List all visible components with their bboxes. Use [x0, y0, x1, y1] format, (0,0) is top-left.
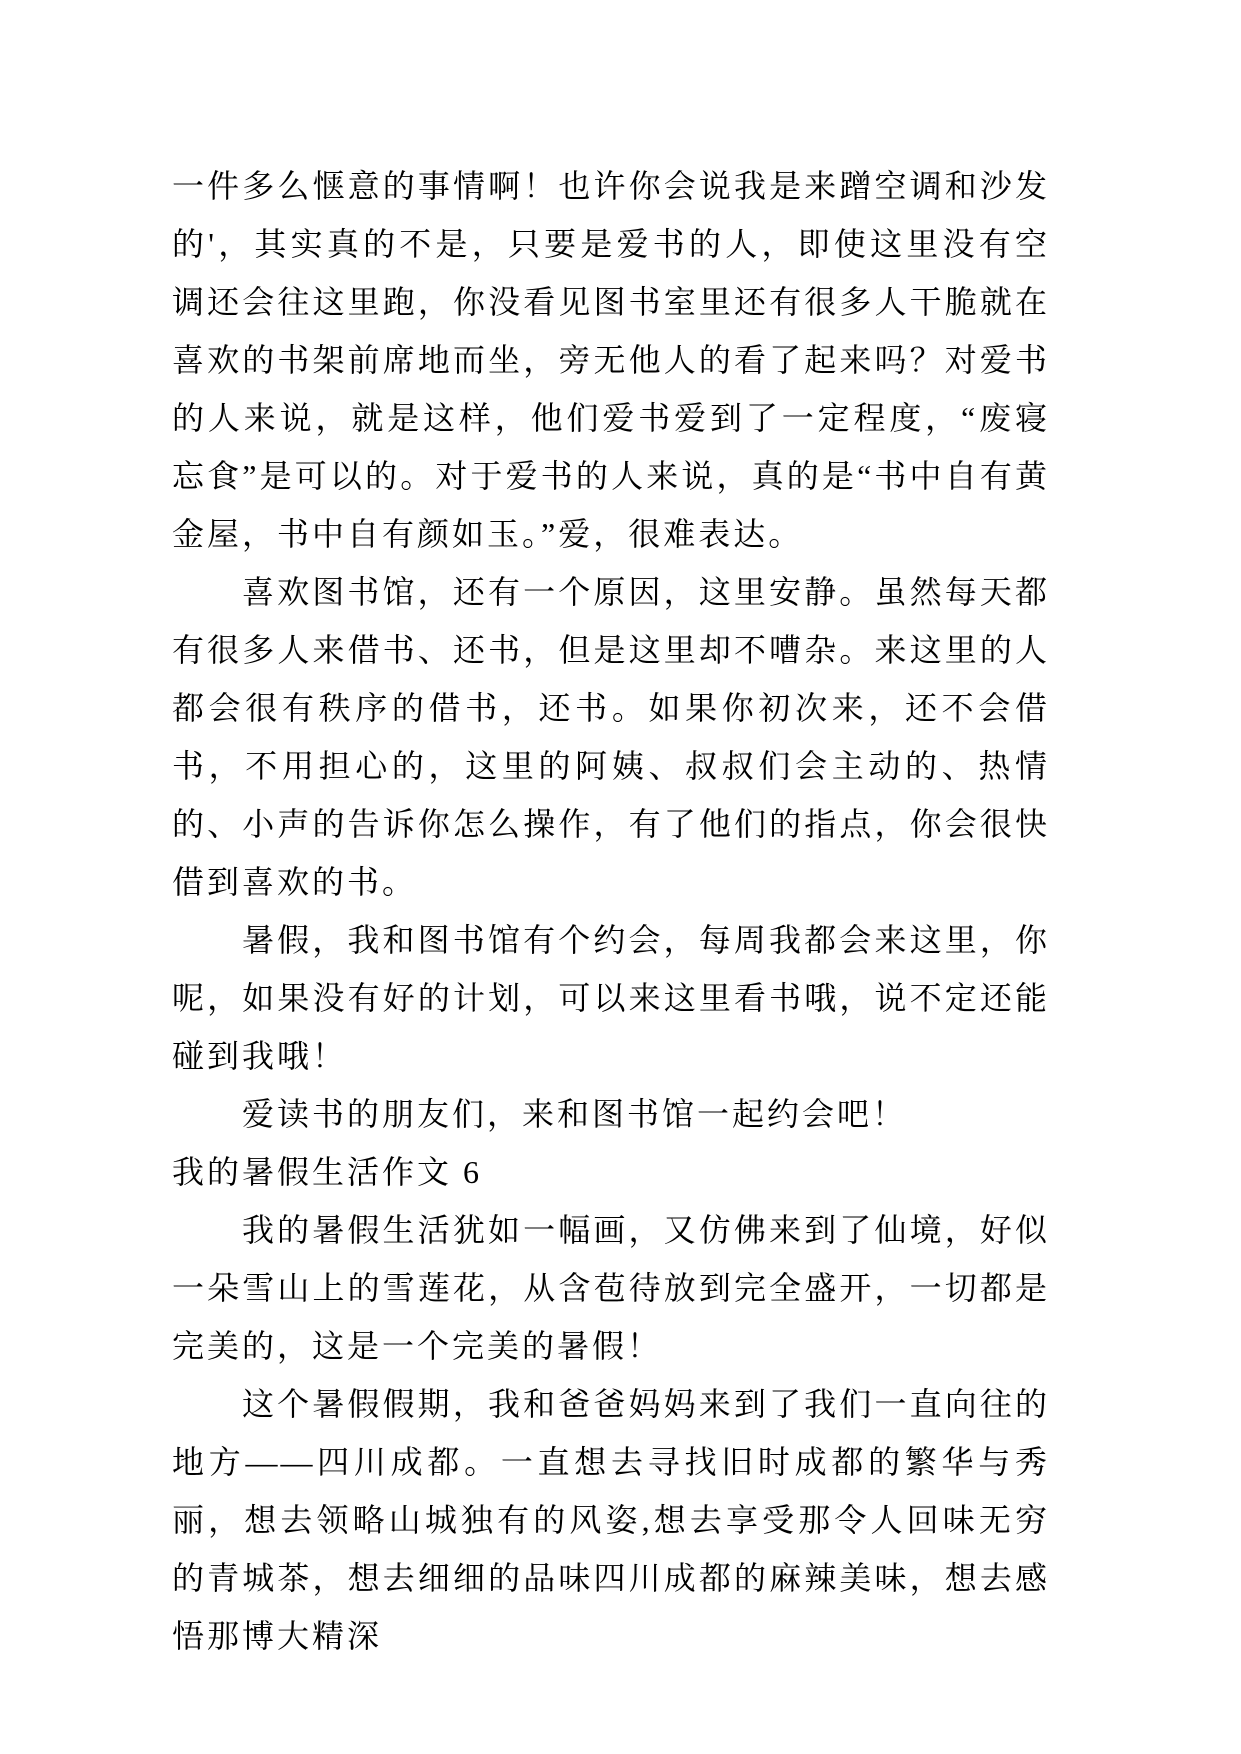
essay-text-block [172, 157, 1050, 1665]
paragraph: 这个暑假假期，我和爸爸妈妈来到了我们一直向往的地方——四川成都。一直想去寻找旧时成都的繁华与秀丽，想去领略山城独有的风姿,想去享受那令人回味无穷的青城茶，想去细细的品味四川成都的麻辣美味，想去感悟那博大精深 [172, 1386, 1050, 1654]
paragraph: 我的暑假生活犹如一幅画，又仿佛来到了仙境，好似一朵雪山上的雪莲花，从含苞待放到完全盛开，一切都是完美的，这是一个完美的暑假！ [172, 1212, 1050, 1364]
paragraph: 一件多么惬意的事情啊！也许你会说我是来蹭空调和沙发的'，其实真的不是，只要是爱书的人，即使这里没有空调还会往这里跑，你没看见图书室里还有很多人干脆就在喜欢的书架前席地而坐，旁无他人的看了起来吗？对爱书的人来说，就是这样，他们爱书爱到了一定程度，“废寝忘食”是可以的。对于爱书的人来说，真的是“书中自有黄金屋，书中自有颜如玉。”爱，很难表达。 [172, 168, 1050, 552]
paragraph: 爱读书的朋友们，来和图书馆一起约会吧！ [242, 1096, 908, 1132]
paragraph: 喜欢图书馆，还有一个原因，这里安静。虽然每天都有很多人来借书、还书，但是这里却不嘈杂。来这里的人都会很有秩序的借书，还书。如果你初次来，还不会借书，不用担心的，这里的阿姨、叔叔们会主动的、热情的、小声的告诉你怎么操作，有了他们的指点，你会很快借到喜欢的书。 [172, 574, 1050, 900]
paragraph: 暑假，我和图书馆有个约会，每周我都会来这里，你呢，如果没有好的计划，可以来这里看书哦，说不定还能碰到我哦！ [172, 922, 1050, 1074]
section-title: 我的暑假生活作文 6 [172, 1154, 483, 1190]
